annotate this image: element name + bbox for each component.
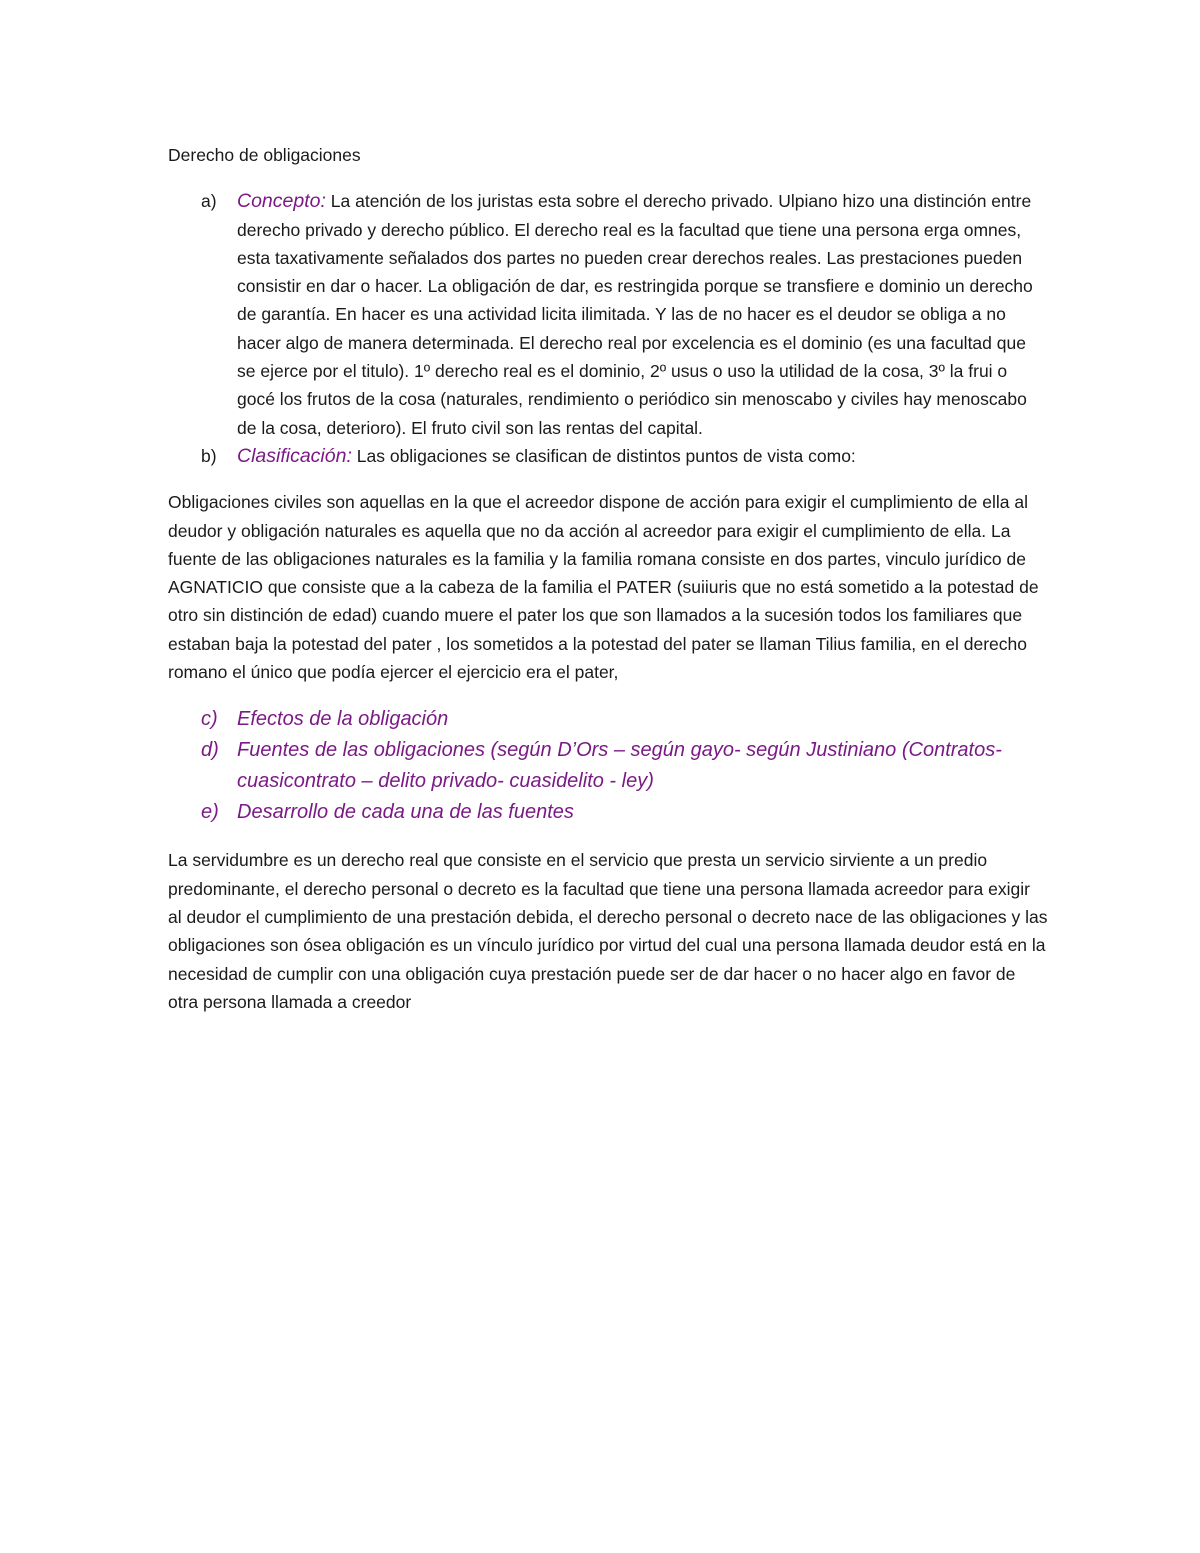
list-marker-c: c) [201,708,218,731]
list-marker-b: b) [201,445,217,466]
list-item-e [168,797,1048,828]
clasificacion-text: Las obligaciones se clasifican de distintos puntos de vista como: [351,445,856,466]
paragraph-servidumbre: La servidumbre es un derecho real que consiste en el servicio que presta un servicio sirviente a un predio predominante, el derecho personal o decreto es la facultad que tiene una persona llamada acreedor para exigir al deudor el cumplimiento de una prestación debida, el derecho personal o decreto nace de las obligaciones y las obligaciones son ósea obligación es un vínculo jurídico por virtud del cual una persona llamada deudor está en la necesidad de cumplir con una obligación cuya prestación puede ser de dar hacer o no hacer algo en favor de otra persona llamada a creedor [168,850,1048,1012]
paragraph-obligaciones-civiles: Obligaciones civiles son aquellas en la que el acreedor dispone de acción para exigir el cumplimiento de ella al deudor y obligación naturales es aquella que no da acción al acreedor para exigir el cumplimiento de ella. La fuente de las obligaciones naturales es la familia y la familia romana consiste en dos partes, vinculo jurídico de AGNATICIO que consiste que a la cabeza de la familia el PATER (suiiuris que no está sometido a la potestad de otro sin distinción de edad) cuando muere el pater los que son llamados a la sucesión todos los familiares que estaban baja la potestad del pater , los sometidos a la potestad del pater se llaman Tilius familia, en el derecho romano el único que podía ejercer el ejercicio era el pater, [168,492,1039,683]
clasificacion-heading: Clasificación: [237,444,352,467]
headings-list [168,704,1048,828]
efectos-heading: Efectos de la obligación [237,708,449,731]
document-title: Derecho de obligaciones [168,145,361,165]
desarrollo-heading: Desarrollo de cada una de las fuentes [237,801,574,824]
list-marker-e: e) [201,801,219,824]
list-item-b [168,442,1048,470]
document-body [168,141,1048,1016]
list-item-d [168,735,1048,797]
list-marker-a: a) [201,191,217,212]
list-item-c [168,704,1048,735]
list-item-a [168,187,1048,442]
concept-list [168,187,1048,470]
fuentes-heading: Fuentes de las obligaciones (según D’Ors – según gayo- según Justiniano (Contratos- cuasicontrato – delito privado- cuasidelito - ley) [237,739,1002,793]
concepto-heading: Concepto: [237,190,326,213]
list-marker-d: d) [201,739,219,762]
concepto-text: La atención de los juristas esta sobre el derecho privado. Ulpiano hizo una distinción entre derecho privado y derecho público. El derecho real es la facultad que tiene una persona erga omnes, esta taxativamente señalados dos partes no pueden crear derechos reales. Las prestaciones pueden consistir en dar o hacer. La obligación de dar, es restringida porque se transfiere e dominio un derecho de garantía. En hacer es una actividad licita ilimitada. Y las de no hacer es el deudor se obliga a no hacer algo de manera determinada. El derecho real por excelencia es el dominio (es una facultad que se ejerce por el titulo). 1º derecho real es el dominio, 2º usus o uso la utilidad de la cosa, 3º la frui o gocé los frutos de la cosa (naturales, rendimiento o periódico sin menoscabo y civiles hay menoscabo de la cosa, deterioro). El fruto civil son las rentas del capital. [237,191,1033,438]
